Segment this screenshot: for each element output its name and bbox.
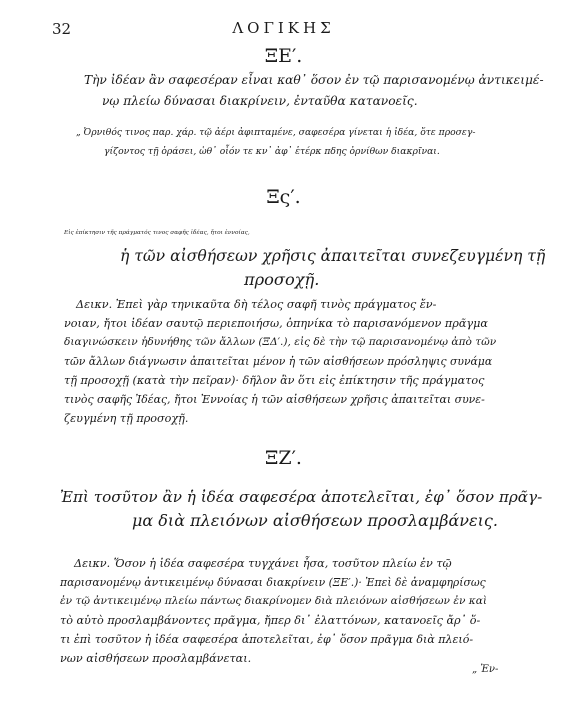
text-line: τι ἐπὶ τοσῦτον ἡ ἰδέα σαφεσέρα ἀποτελεῖται, ἐφ᾽ ὅσον πρᾶγμα διὰ πλειό- (60, 633, 474, 646)
text-line: νων αἰσθήσεων προσλαμβάνεται. (60, 652, 252, 665)
text-line: ἐν τῷ ἀντικειμένῳ πλείω πάντως διακρίνομεν διὰ πλειόνων αἰσθήσεων ἐν καὶ (60, 595, 488, 607)
text-line: Δεικν. Ἐπεὶ γὰρ τηνικαῦτα δὴ τέλος σαφῆ τινὸς πράγματος ἔν- (76, 298, 437, 311)
heading-line: ἡ τῶν αἰσθήσεων χρῆσις ἀπαιτεῖται συνεζευγμένη τῇ (120, 247, 546, 265)
section-65-note (76, 123, 475, 161)
heading-line: Ἐπὶ τοσῦτον ἂν ἡ ἰδέα σαφεσέρα ἀποτελεῖται, ἐφ᾽ ὅσον πρᾶγ- (60, 488, 543, 506)
catchword: „ Ἐν- (472, 664, 499, 675)
section-number-66: Ξς′. (266, 186, 301, 208)
section-number-67: ΞΖ′. (265, 447, 302, 469)
section-66-text (64, 295, 496, 428)
heading-line: προσοχῇ. (244, 270, 320, 289)
section-number-65: ΞΕ′. (264, 45, 303, 67)
page-number: 32 (52, 20, 72, 38)
heading-line: μα διὰ πλειόνων αἰσθήσεων προσλαμβάνεις. (132, 511, 498, 530)
section-65-text (84, 70, 544, 112)
text-line: παρισανομένῳ ἀντικειμένῳ δύνασαι διακρίνειν (ΞΕ′.)· Ἐπεὶ δὲ ἀναμφηρίσως (60, 576, 486, 589)
text-line: Τὴν ἰδέαν ἂν σαφεσέραν εἶναι καθ᾽ ὅσον ἐν τῷ παρισανομένῳ ἀντικειμέ- (84, 73, 544, 87)
text-line: νῳ πλείω δύνασαι διακρίνειν, ἐνταῦθα κατανοεῖς. (102, 94, 418, 108)
text-line: τὸ αὐτὸ προσλαμβάνοντες πρᾶγμα, ἤπερ δι᾽ ἐλαττόνων, κατανοεῖς ἄρ᾽ ὅ- (60, 614, 481, 627)
text-line: τινὸς σαφῆς Ἰδέας, ἤτοι Ἐννοίας ἡ τῶν αἰσθήσεων χρῆσις ἀπαιτεῖται συνε- (64, 393, 485, 406)
running-head: ΛΟΓΙΚΗΣ (232, 19, 335, 37)
note-line: „ Ὀρνιθός τινος παρ. χάρ. τῷ ἀέρι ἀφιπταμένε, σαφεσέρα γίνεται ἡ ἰδέα, ὅτε προσεγ- (76, 127, 476, 138)
note-line: γίζοντος τῇ ὁράσει, ὡθ᾽ οἷόν τε κν᾽ ἀφ᾽ ἑτέρκ πδης ὀρνίθων διακρῖναι. (104, 146, 440, 157)
text-line: Δεικν. Ὅσον ἡ ἰδέα σαφεσέρα τυγχάνει ἦσα, τοσῦτον πλείω ἐν τῷ (74, 557, 452, 570)
heading-line: Εἰς ἐπίκτησιν τῆς πράγματός τινος σαφῆς ἰδέας, ἤτοι ἐννοίας, (64, 230, 250, 236)
text-line: τῇ προσοχῇ (κατὰ τὴν πεῖραν)· δῆλον ἂν ὅτι εἰς ἐπίκτησιν τῆς πράγματος (64, 374, 485, 387)
text-line: διαγινώσκειν ἠδυνήθης τῶν ἄλλων (ΞΔ′.), εἰς δὲ τὴν τῷ παρισανομένῳ ἀπὸ τῶν (64, 336, 497, 348)
text-line: τῶν ἄλλων διάγνωσιν ἀπαιτεῖται μένον ἡ τῶν αἰσθήσεων πρόσληψις συνάμα (64, 355, 493, 368)
section-67-text (60, 554, 487, 668)
section-67-heading (60, 486, 542, 532)
section-66-heading (64, 222, 545, 291)
text-line: ζευγμένη τῇ προσοχῇ. (64, 412, 189, 425)
text-line: νοιαν, ἤτοι ἰδέαν σαυτῷ περιεποιήσω, ὁπηνίκα τὸ παρισανόμενον πρᾶγμα (64, 317, 488, 330)
